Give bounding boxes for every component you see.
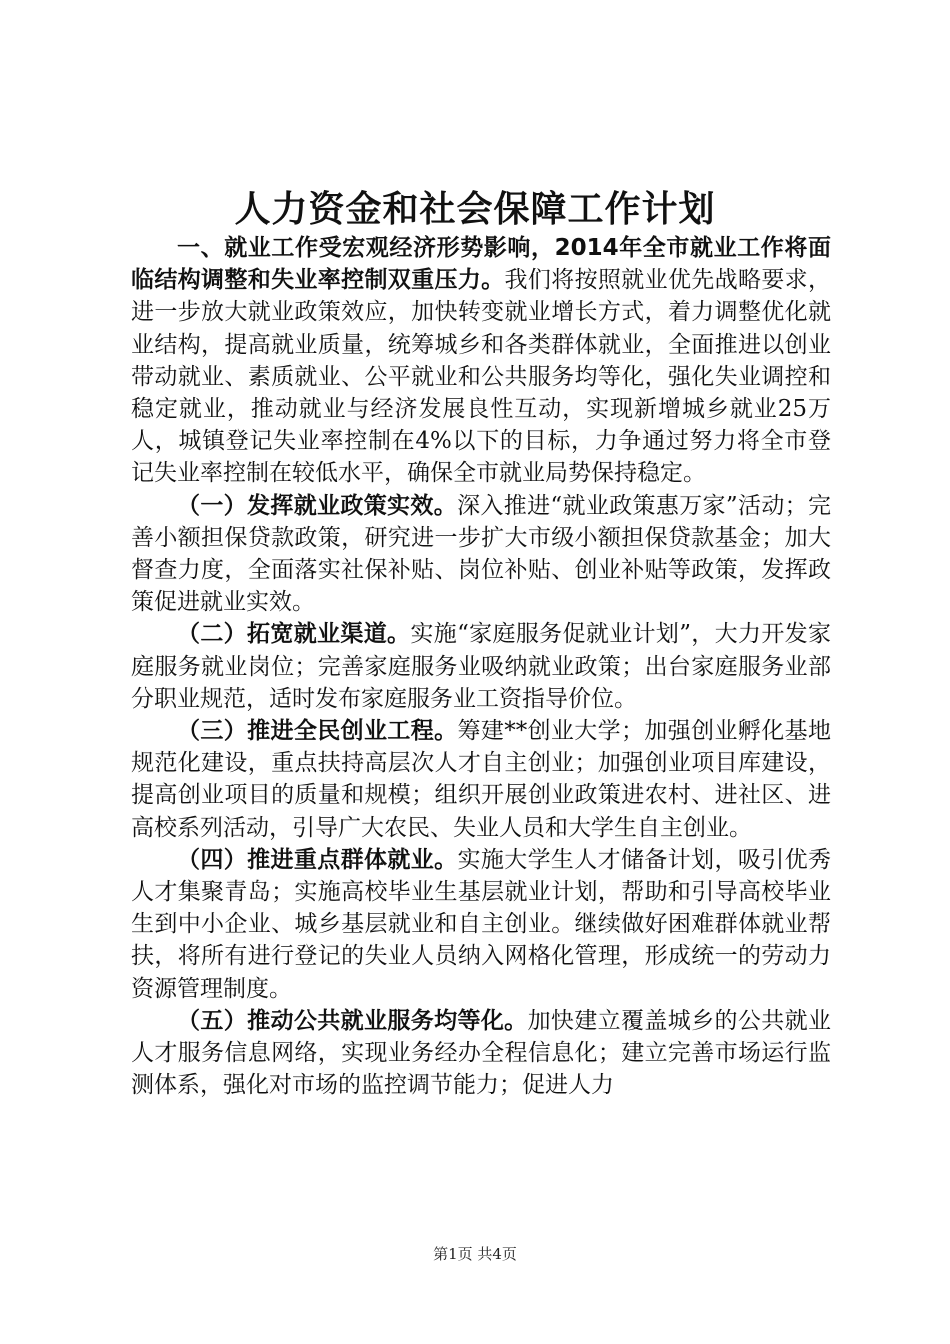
paragraph-2 [131, 490, 831, 619]
paragraph-heading: （二）拓宽就业渠道。 [177, 621, 411, 648]
paragraph-heading: （一）发挥就业政策实效。 [177, 492, 458, 519]
document-body [131, 232, 831, 1101]
page-footer: 第1页 共4页 [433, 1245, 517, 1263]
paragraph-4 [131, 715, 831, 844]
paragraph-text: 加快建立覆盖城乡的公共就业人才服务信息网络，实现业务经办全程信息化；建立完善市场运行监测体系，强化对市场的监控调节能力；促进人力 [131, 1007, 832, 1099]
paragraph-text: 实施大学生人才储备计划，吸引优秀人才集聚青岛；实施高校毕业生基层就业计划，帮助和引导高校毕业生到中小企业、城乡基层就业和自主创业。继续做好困难群体就业帮扶，将所有进行登记的失业人员纳入网格化管理，形成统一的劳动力资源管理制度。 [131, 846, 832, 1002]
document-title: 人力资金和社会保障工作计划 [234, 188, 716, 230]
paragraph-heading: （五）推动公共就业服务均等化。 [177, 1007, 528, 1034]
paragraph-text: 我们将按照就业优先战略要求，进一步放大就业政策效应，加快转变就业增长方式，着力调整优化就业结构，提高就业质量，统筹城乡和各类群体就业，全面推进以创业带动就业、素质就业、公平就业和公共服务均等化，强化失业调控和稳定就业，推动就业与经济发展良性互动，实现新增城乡就业25万人，城镇登记失业率控制在4%以下的目标，力争通过努力将全市登记失业率控制在较低水平，确保全市就业局势保持稳定。 [131, 267, 832, 487]
paragraph-6 [131, 1005, 831, 1102]
paragraph-heading: 一、就业工作受宏观经济形势影响，2014年全市就业工作将面临结构调整和失业率控制双重压力。 [131, 235, 831, 294]
paragraph-text: 深入推进“就业政策惠万家”活动；完善小额担保贷款政策，研究进一步扩大市级小额担保贷款基金；加大督查力度，全面落实社保补贴、岗位补贴、创业补贴等政策，发挥政策促进就业实效。 [131, 492, 831, 616]
paragraph-3 [131, 618, 831, 715]
paragraph-1 [131, 232, 831, 490]
paragraph-5 [131, 844, 831, 1005]
paragraph-heading: （四）推进重点群体就业。 [177, 846, 458, 873]
paragraph-heading: （三）推进全民创业工程。 [177, 718, 458, 745]
paragraph-text: 实施“家庭服务促就业计划”，大力开发家庭服务就业岗位；完善家庭服务业吸纳就业政策；出台家庭服务业部分职业规范，适时发布家庭服务业工资指导价位。 [131, 621, 831, 712]
paragraph-text: 筹建**创业大学；加强创业孵化基地规范化建设，重点扶持高层次人才自主创业；加强创业项目库建设，提高创业项目的质量和规模；组织开展创业政策进农村、进社区、进高校系列活动，引导广大农民、失业人员和大学生自主创业。 [131, 718, 832, 841]
